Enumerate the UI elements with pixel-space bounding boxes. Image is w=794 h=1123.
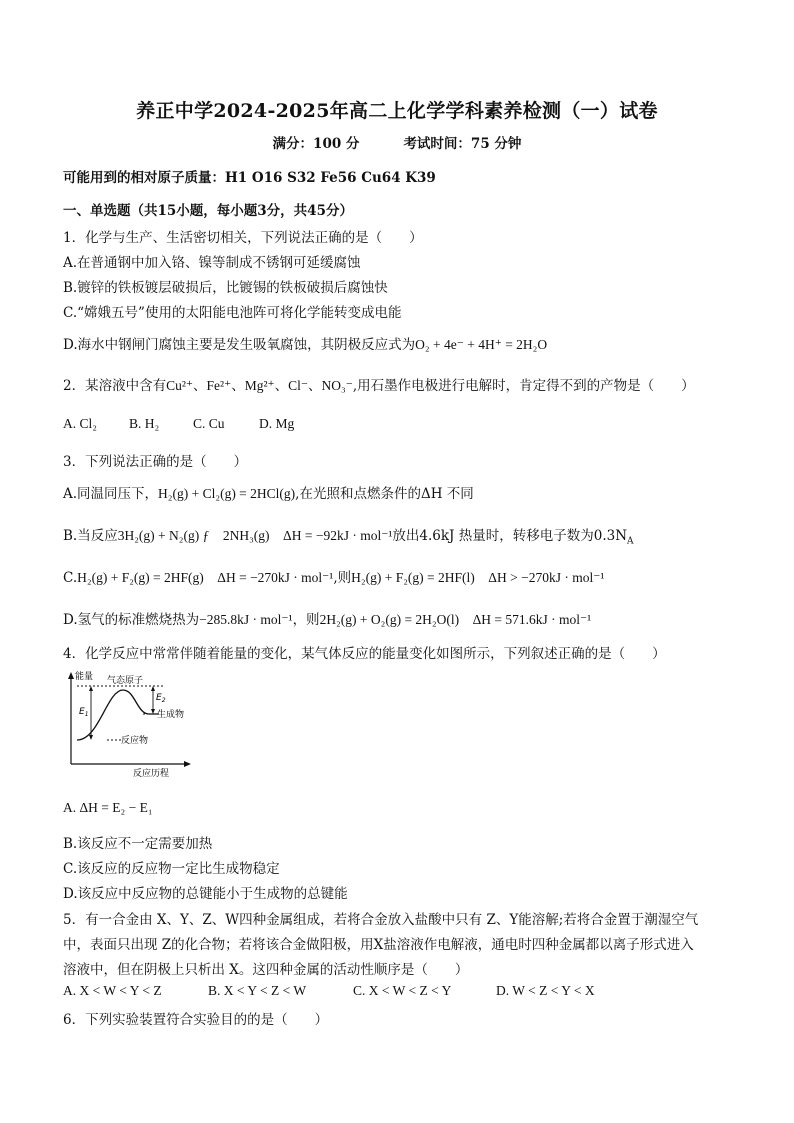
q5-option-c: C. X < W < Z < Y (353, 983, 452, 998)
e1-label: $E_1$ (79, 707, 89, 718)
q3-option-a: A.同温同压下，H₂(g) + Cl₂(g) = 2HCl(g),在光照和点燃条件的ΔH 不同 (63, 486, 474, 502)
section-heading: 一、单选题（共15小题，每小题3分，共45分） (63, 203, 353, 219)
q2-options (63, 416, 294, 432)
y-axis-arrow (68, 672, 74, 679)
q4-option-b: B.该反应不一定需要加热 (63, 836, 213, 852)
q4-stem: 4．化学反应中常常伴随着能量的变化，某气体反应的能量变化如图所示，下列叙述正确的是（ ） (63, 646, 666, 662)
q1-option-a: A.在普通钢中加入铬、镍等制成不锈钢可延缓腐蚀 (63, 255, 361, 271)
q3-option-d: D.氢气的标准燃烧热为−285.8kJ · mol⁻¹，则2H₂(g) + O₂(g) = 2H₂O(l) ΔH = 571.6kJ · mol⁻¹ (63, 612, 592, 628)
q4-option-d: D.该反应中反应物的总键能小于生成物的总键能 (63, 886, 348, 902)
product-label: 生成物 (157, 710, 185, 720)
q5-option-d: D. W < Z < Y < X (496, 983, 595, 998)
q2-option-b: B. H₂ (129, 416, 160, 431)
x-axis-label: 反应历程 (133, 769, 170, 778)
energy-curve (77, 690, 159, 740)
q2-option-d: D. Mg (259, 416, 295, 431)
q1-option-d: D.海水中钢闸门腐蚀主要是发生吸氧腐蚀，其阴极反应式为O₂ + 4e⁻ + 4H⁺ = 2H₂O (63, 337, 548, 353)
q2-stem: 2．某溶液中含有Cu²⁺、Fe²⁺、Mg²⁺、Cl⁻、NO₃⁻,用石墨作电极进行电解时，肯定得不到的产物是（ ） (63, 378, 695, 394)
exam-time: 考试时间：75 分钟 (403, 136, 522, 152)
y-axis-label: 能量 (75, 672, 94, 682)
q5-option-a: A. X < W < Y < Z (63, 983, 162, 998)
q3-option-b: B.当反应3H₂(g) + N₂(g) ƒ 2NH₃(g) ΔH = −92kJ · mol⁻¹放出4.6kJ 热量时，转移电子数为$0.3N_A$ (63, 528, 634, 547)
exam-subtitle (0, 132, 794, 152)
q1-option-b: B.镀锌的铁板镀层破损后，比镀锡的铁板破损后腐蚀快 (63, 280, 388, 296)
q2-ions: Cu²⁺、Fe²⁺、Mg²⁺、Cl⁻、NO₃⁻ (166, 378, 353, 393)
reactant-label: 反应物 (121, 736, 149, 746)
exam-title: 养正中学2024-2025年高二上化学学科素养检测（一）试卷 (136, 100, 658, 122)
full-score: 满分：100 分 (272, 136, 360, 152)
atomic-masses: 可能用到的相对原子质量：H1 O16 S32 Fe56 Cu64 K39 (63, 170, 436, 186)
q4-option-c: C.该反应的反应物一定比生成物稳定 (63, 861, 280, 877)
q6-stem: 6．下列实验装置符合实验目的的是（ ） (63, 1012, 329, 1028)
q1-stem: 1．化学与生产、生活密切相关，下列说法正确的是（ ） (63, 230, 423, 246)
x-axis-arrow (184, 761, 191, 767)
q5-stem-line-2: 中，表面只出现 Z的化合物；若将该合金做阳极，用X盐溶液作电解液，通电时四种金属都以离子形式进入 (63, 937, 694, 953)
q1-option-c: C.“嫦娥五号”使用的太阳能电池阵可将化学能转变成电能 (63, 305, 402, 321)
q2-option-c: C. Cu (193, 416, 225, 431)
q3-option-c: C.H₂(g) + F₂(g) = 2HF(g) ΔH = −270kJ · mol⁻¹,则H₂(g) + F₂(g) = 2HF(l) ΔH > −270kJ · mol⁻¹ (63, 570, 605, 586)
e2-label: $E_2$ (156, 693, 166, 704)
q2-option-a: A. Cl₂ (63, 416, 97, 431)
q4-option-a: A. ΔH = E₂ − E₁ (63, 800, 153, 815)
q1-d-equation: O₂ + 4e⁻ + 4H⁺ = 2H₂O (415, 337, 548, 352)
q5-stem-line-3: 溶液中，但在阴极上只析出 X。这四种金属的活动性顺序是（ ） (63, 962, 469, 978)
q5-options (63, 983, 595, 999)
energy-diagram (63, 670, 193, 778)
q5-stem-line-1: 5．有一合金由 X、Y、Z、W四种金属组成，若将合金放入盐酸中只有 Z、Y能溶解;若将合金置于潮湿空气 (63, 912, 699, 928)
gas-atoms-label: 气态原子 (107, 676, 144, 686)
q5-option-b: B. X < Y < Z < W (208, 983, 307, 998)
q3-stem: 3．下列说法正确的是（ ） (63, 454, 248, 470)
